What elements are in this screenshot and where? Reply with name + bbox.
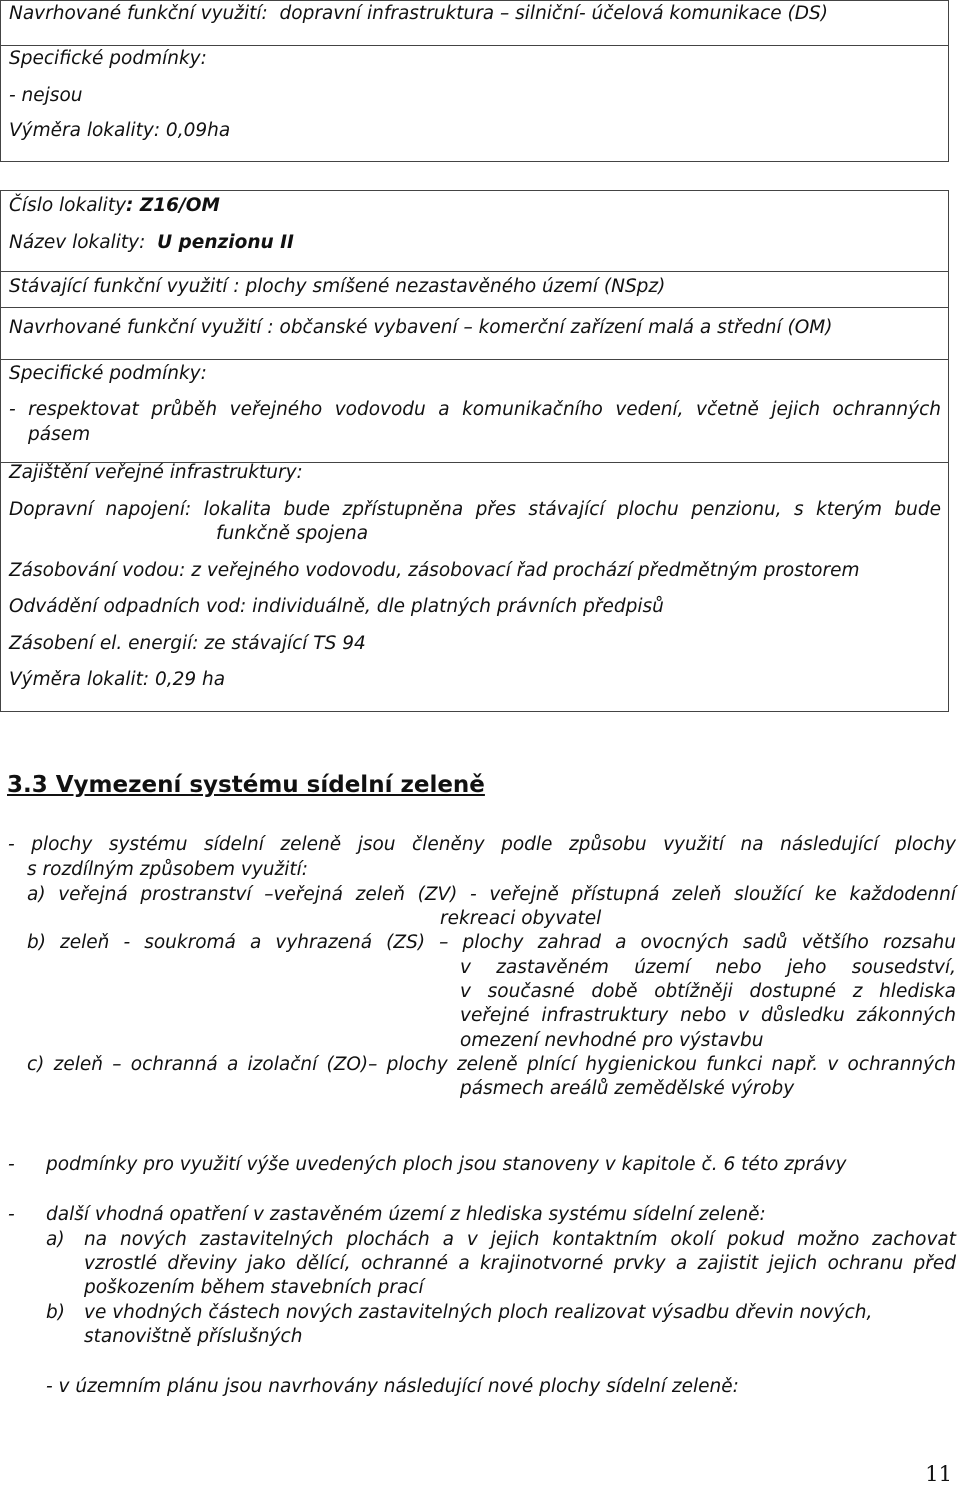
stavajici-text: Stávající funkční využití : plochy smíšené nezastavěného území (NSpz) xyxy=(9,276,666,297)
navrhovane-text: Navrhované funkční využití: dopravní infrastruktura – silniční- účelová komunikace (DS) xyxy=(9,3,828,24)
navrhovane-text: Navrhované funkční využití : občanské vybavení – komerční zařízení malá a střední (OM) xyxy=(9,317,833,338)
doprava-line-2: funkčně spojena xyxy=(216,523,369,544)
sub-b-line-1: ve vhodných částech nových zastavitelných ploch realizovat výsadbu dřevin nových, xyxy=(84,1302,873,1323)
spec-label: Specifické podmínky: xyxy=(9,363,207,384)
item-a-line-1: a) veřejná prostranství –veřejná zeleň (ZV) - veřejně přístupná zeleň sloužící ke každodenní xyxy=(27,884,956,905)
row-specificke xyxy=(1,360,948,463)
doprava-line-1: Dopravní napojení: lokalita bude zpřístupněna přes stávající plochu penzionu, s kterým bude xyxy=(9,499,941,520)
voda-text: Zásobování vodou: z veřejného vodovodu, zásobovací řad prochází předmětným prostorem xyxy=(9,560,860,581)
energie-text: Zásobení el. energií: ze stávající TS 94 xyxy=(9,633,366,654)
intro-line-1: - plochy systému sídelní zeleně jsou členěny podle způsobu využití na následující plochy xyxy=(8,834,956,855)
vymera-text: Výměra lokality: 0,09ha xyxy=(9,120,231,141)
sub-a-line-3: poškozením během stavebních prací xyxy=(84,1277,424,1298)
item-c-line-1: c) zeleň – ochranná a izolační (ZO)– plochy zeleně plnící hygienickou funkci např. v ochranných xyxy=(27,1054,956,1075)
item-b-line-2: v zastavěném území nebo jeho sousedství, xyxy=(460,957,956,978)
lokalita-table-z16 xyxy=(0,190,949,712)
item-b-line-4: veřejné infrastruktury nebo v důsledku zákonných xyxy=(460,1005,956,1026)
section-heading: 3.3 Vymezení systému sídelní zeleně xyxy=(7,772,485,798)
row-stavajici xyxy=(1,272,948,308)
row-infrastruktura xyxy=(1,461,948,711)
page-number: 11 xyxy=(925,1462,952,1486)
sub-a-line-1: na nových zastavitelných plochách a v jejich kontaktním okolí pokud možno zachovat xyxy=(84,1229,956,1250)
spec-label: Specifické podmínky: xyxy=(9,48,207,69)
row-vymera xyxy=(1,113,948,161)
intro-line-2: s rozdílným způsobem využití: xyxy=(27,859,309,880)
odpad-text: Odvádění odpadních vod: individuálně, dle platných právních předpisů xyxy=(9,596,664,617)
sub-b-line-2: stanovištně příslušných xyxy=(84,1326,303,1347)
sub-a-line-2: vzrostlé dřeviny jako dělící, ochranné a krajinotvorné prvky a zajistit jejich ochranu před xyxy=(84,1253,956,1274)
item-b-line-1: b) zeleň - soukromá a vyhrazená (ZS) – plochy zahrad a ovocných sadů většího rozsahu xyxy=(27,932,956,953)
spec-line-1: - respektovat průběh veřejného vodovodu a komunikačního vedení, včetně jejich ochranných xyxy=(9,399,941,420)
row-navrhovane xyxy=(1,308,948,360)
item-b-line-5: omezení nevhodné pro výstavbu xyxy=(460,1030,764,1051)
cislo-lokality: Číslo lokality: Z16/OM xyxy=(9,195,220,216)
dash-1-mark: - xyxy=(8,1154,15,1175)
spec-line-2: pásem xyxy=(28,424,91,445)
sub-a-mark: a) xyxy=(46,1229,65,1250)
vymera-text: Výměra lokalit: 0,29 ha xyxy=(9,669,226,690)
sub-b-mark: b) xyxy=(46,1302,65,1323)
item-c-line-2: pásmech areálů zemědělské výroby xyxy=(460,1078,795,1099)
row-border-1 xyxy=(1,191,948,272)
infra-label: Zajištění veřejné infrastruktury: xyxy=(9,462,303,483)
item-b-line-3: v současné době obtížněji dostupné z hlediska xyxy=(460,981,956,1002)
dash-2-mark: - xyxy=(8,1204,15,1225)
spec-value: - nejsou xyxy=(9,85,83,106)
item-a-line-2: rekreaci obyvatel xyxy=(440,908,602,929)
row-navrhovane xyxy=(1,1,948,46)
dash-2-text: další vhodná opatření v zastavěném území z hlediska systému sídelní zeleně: xyxy=(46,1204,766,1225)
nazev-lokality: Název lokality: U penzionu II xyxy=(9,232,294,253)
lokalita-table-ds xyxy=(0,0,949,162)
dash-1-text: podmínky pro využití výše uvedených ploch jsou stanoveny v kapitole č. 6 této zprávy xyxy=(46,1154,847,1175)
last-paragraph: - v územním plánu jsou navrhovány následující nové plochy sídelní zeleně: xyxy=(46,1376,739,1397)
